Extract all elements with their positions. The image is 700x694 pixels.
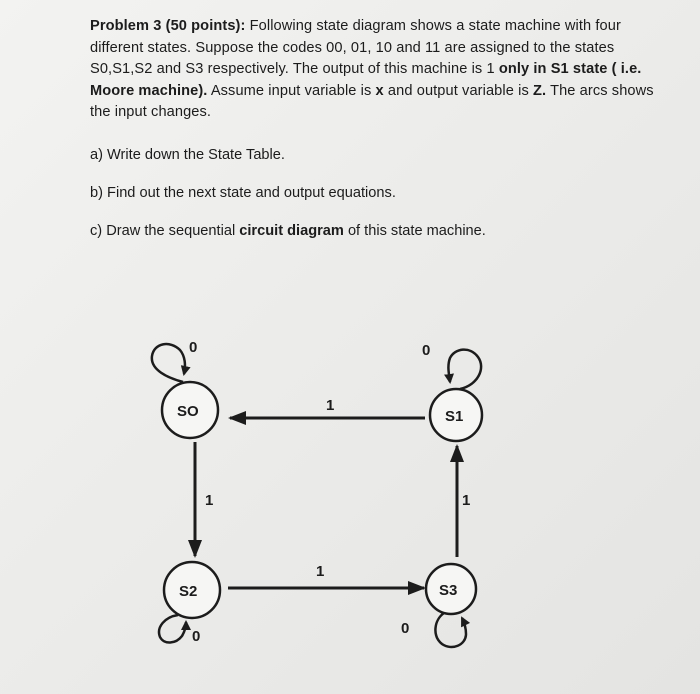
state-s2-label: S2 [179,583,198,600]
problem-tail: The arcs shows the input changes. [90,82,654,120]
self-loop-s2 [159,615,200,645]
arc-s2-to-s3-label: 1 [316,563,325,580]
arc-s2-to-s3 [228,563,424,588]
question-b: b) Find out the next state and output equations. [90,185,396,201]
question-a: a) Write down the State Table. [90,147,285,163]
arc-s3-to-s1-label: 1 [462,492,471,509]
problem-emphasis-moore: only in S1 state ( i.e. Moore machine). [90,61,642,99]
state-s0 [162,382,218,438]
self-loop-s0 [152,339,197,382]
problem-intro: Following state diagram shows a state machine with four different states. Suppose the codes 00, 01, 10 and 11 are assigned to the states S0,S1,S2 and S3 respectively. The output of this machine is 1 [90,18,621,77]
arc-s0-to-s2-label: 1 [205,492,214,509]
self-loop-s0-label: 0 [189,339,198,356]
self-loop-s2-label: 0 [192,628,201,645]
state-s1 [430,389,482,441]
state-s3 [426,564,476,614]
input-variable: x [375,82,384,99]
arc-s0-to-s2 [195,442,213,556]
question-c-bold: circuit diagram [239,223,344,239]
question-c-post: of this state machine. [343,223,486,239]
arc-s1-to-s0 [230,397,425,418]
state-s2 [164,562,220,618]
problem-heading: Problem 3 (50 points): [90,18,246,34]
arc-s3-to-s1 [457,446,470,557]
self-loop-s1 [422,342,481,389]
state-s3-label: S3 [439,582,458,599]
problem-mid2: and output variable is [383,82,534,99]
question-c-pre: c) Draw the sequential [90,223,240,239]
output-variable: Z. [533,82,547,99]
arc-s1-to-s0-label: 1 [326,397,335,414]
self-loop-s3-label: 0 [401,620,410,637]
self-loop-s1-label: 0 [422,342,431,359]
state-s1-label: S1 [445,408,464,425]
self-loop-s3 [401,613,466,647]
problem-mid: Assume input variable is [207,82,376,99]
state-s0-label: SO [177,403,199,420]
